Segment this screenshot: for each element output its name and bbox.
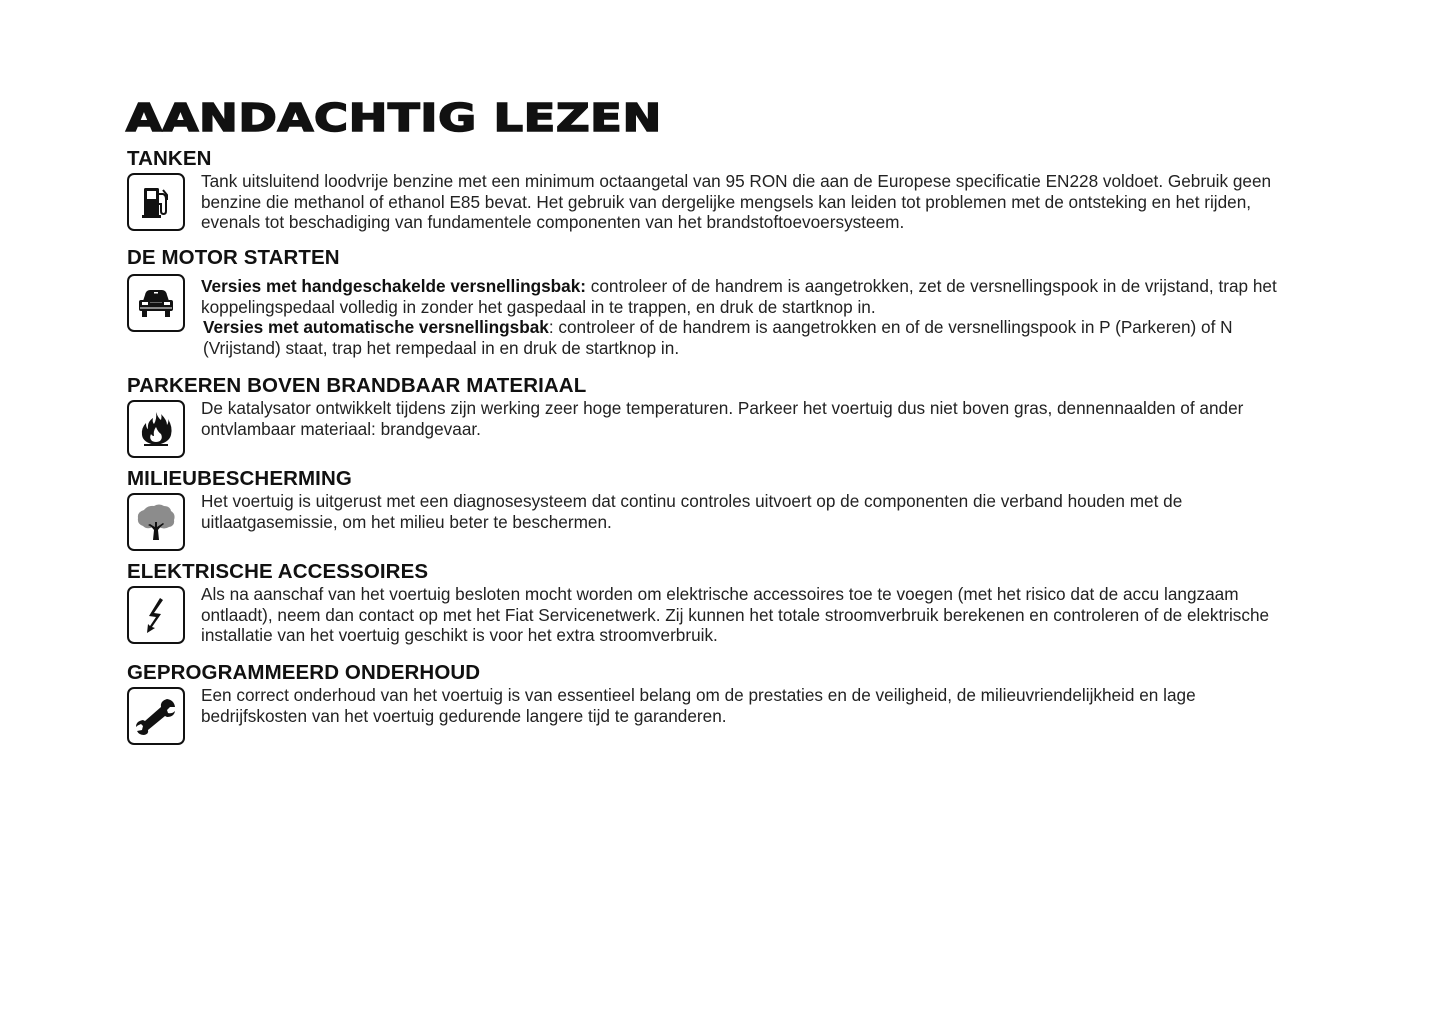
text-line: uitlaatgasemissie, om het milieu beter te beschermen. [201, 511, 612, 532]
text-line: ontlaadt), neem dan contact op met het Fiat Servicenetwerk. Zij kunnen het totale stroomverbruik berekenen en controleren of de elektrische [201, 604, 1270, 625]
section-text [201, 171, 1327, 233]
section-text [201, 276, 1327, 358]
text-line: Tank uitsluitend loodvrije benzine met een minimum octaangetal van 95 RON die aan de Europese specificatie EN228 voldoet. Gebruik geen [201, 171, 1272, 191]
text-fragment: : controleer of de handrem is aangetrokken en of de versnellingspook in P (Parkeren) of N [548, 317, 1233, 337]
page-title: AANDACHTIG LEZEN [126, 96, 662, 140]
section-heading: PARKEREN BOVEN BRANDBAAR MATERIAAL [127, 374, 587, 397]
text-line: Een correct onderhoud van het voertuig is van essentieel belang om de prestaties en de veiligheid, de milieuvriendelijkheid en lage [201, 685, 1196, 705]
text-line: ontvlambaar materiaal: brandgevaar. [201, 418, 481, 439]
section-text [201, 491, 1327, 532]
section-tanken [127, 148, 1327, 233]
section-geprogrammeerd-onderhoud [127, 662, 1327, 726]
section-elektrische-accessoires [127, 561, 1327, 646]
section-heading: GEPROGRAMMEERD ONDERHOUD [127, 661, 481, 684]
section-heading: MILIEUBESCHERMING [127, 467, 352, 490]
wrench-icon [127, 687, 185, 745]
automatic-transmission-line [201, 317, 1327, 338]
section-milieubescherming [127, 468, 1327, 532]
manual-transmission-line [201, 276, 1327, 297]
text-line: benzine die methanol of ethanol E85 bevat. Het gebruik van dergelijke mengsels kan leiden tot problemen met de ontsteking en het rijden, [201, 191, 1252, 212]
fuel-pump-icon [127, 173, 185, 231]
text-line: Het voertuig is uitgerust met een diagnosesysteem dat continu controles uitvoert op de componenten die verband houden met de [201, 491, 1183, 511]
section-motor-starten [127, 247, 1327, 358]
section-text [201, 398, 1327, 439]
section-text [201, 685, 1327, 726]
text-line: De katalysator ontwikkelt tijdens zijn werking zeer hoge temperaturen. Parkeer het voertuig dus niet boven gras, dennennaalden of ander [201, 398, 1244, 418]
text-fragment: controleer of de handrem is aangetrokken, zet de versnellingspook in de vrijstand, trap het [586, 276, 1277, 296]
section-parkeren [127, 375, 1327, 439]
lightning-bolt-icon [127, 586, 185, 644]
section-heading: TANKEN [127, 147, 212, 170]
car-front-icon [127, 274, 185, 332]
section-heading: DE MOTOR STARTEN [127, 246, 340, 269]
text-line: koppelingspedaal volledig in zonder het gaspedaal in te trappen, en druk de startknop in. [201, 296, 876, 317]
section-text [201, 584, 1327, 646]
section-heading: ELEKTRISCHE ACCESSOIRES [127, 560, 429, 583]
text-line: Als na aanschaf van het voertuig besloten mocht worden om elektrische accessoires toe te voegen (met het risico dat de accu langzaam [201, 584, 1239, 604]
manual-transmission-label: Versies met handgeschakelde versnellingsbak: [201, 276, 586, 296]
tree-icon [127, 493, 185, 551]
text-line: bedrijfskosten van het voertuig gedurende langere tijd te garanderen. [201, 705, 727, 726]
automatic-transmission-label: Versies met automatische versnellingsbak [203, 317, 549, 337]
text-line: installatie van het voertuig geschikt is voor het extra stroomverbruik. [201, 625, 718, 645]
text-line: (Vrijstand) staat, trap het rempedaal in en druk de startknop in. [203, 337, 680, 358]
flame-icon [127, 400, 185, 458]
text-line: evenals tot beschadiging van fundamentele componenten van het brandstoftoevoersysteem. [201, 212, 905, 232]
